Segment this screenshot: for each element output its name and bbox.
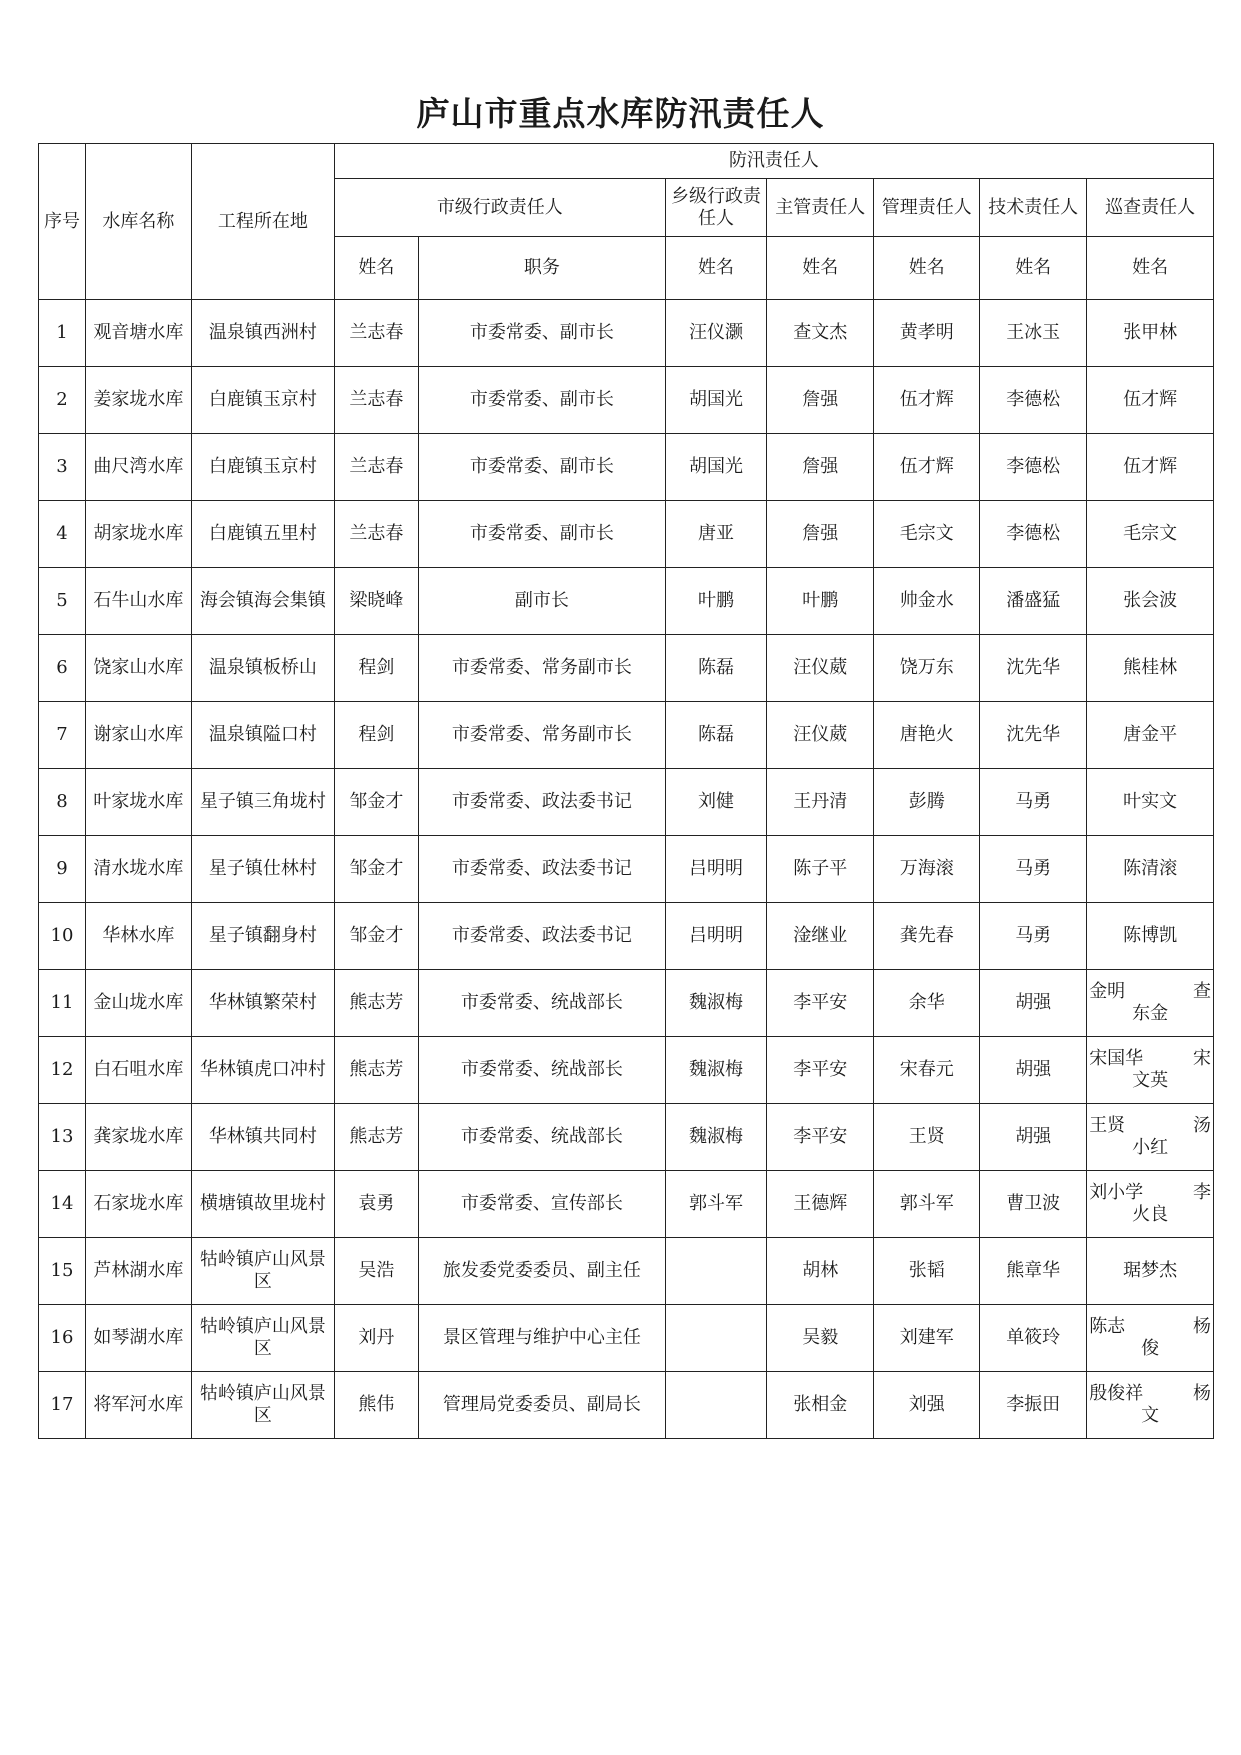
table-row (39, 300, 1214, 367)
header-location: 工程所在地 (191, 144, 334, 300)
document-title: 庐山市重点水库防汛责任人 (416, 94, 825, 133)
cell-patrol (1087, 1104, 1214, 1171)
patrol-line-1 (1089, 1383, 1211, 1405)
cell-patrol (1087, 1171, 1214, 1238)
table-row (39, 1238, 1214, 1305)
cell-patrol (1087, 1305, 1214, 1372)
cell-patrol: 张会波 (1087, 568, 1214, 635)
cell-seq: 5 (39, 568, 86, 635)
cell-manager: 伍才辉 (874, 434, 980, 501)
table-row (39, 970, 1214, 1037)
table-row (39, 434, 1214, 501)
cell-reservoir: 芦林湖水库 (85, 1238, 191, 1305)
cell-supervisor: 王德辉 (767, 1171, 874, 1238)
cell-manager: 郭斗军 (874, 1171, 980, 1238)
header-patrol-name: 姓名 (1087, 237, 1214, 300)
patrol-name-b-end: 文 (1141, 1405, 1160, 1426)
cell-reservoir: 清水垅水库 (85, 836, 191, 903)
table-row (39, 903, 1214, 970)
patrol-line-1 (1089, 1115, 1211, 1137)
cell-city-name: 邹金才 (334, 769, 418, 836)
cell-manager: 王贤 (874, 1104, 980, 1171)
cell-town-name (665, 1238, 767, 1305)
cell-technical: 马勇 (980, 836, 1087, 903)
cell-seq: 12 (39, 1037, 86, 1104)
cell-manager: 饶万东 (874, 635, 980, 702)
cell-manager: 刘建军 (874, 1305, 980, 1372)
cell-seq: 3 (39, 434, 86, 501)
patrol-name-a: 陈志 (1089, 1316, 1126, 1337)
cell-town-name: 汪仪灏 (665, 300, 767, 367)
cell-city-name: 兰志春 (334, 434, 418, 501)
cell-seq: 16 (39, 1305, 86, 1372)
cell-seq: 11 (39, 970, 86, 1037)
cell-city-name: 熊志芳 (334, 970, 418, 1037)
patrol-line-1 (1089, 1316, 1211, 1338)
cell-manager: 伍才辉 (874, 367, 980, 434)
cell-reservoir: 白石咀水库 (85, 1037, 191, 1104)
cell-supervisor: 张相金 (767, 1372, 874, 1439)
cell-technical: 潘盛猛 (980, 568, 1087, 635)
table-row (39, 1171, 1214, 1238)
cell-manager: 唐艳火 (874, 702, 980, 769)
patrol-name-a: 刘小学 (1089, 1182, 1144, 1203)
cell-patrol: 张甲林 (1087, 300, 1214, 367)
cell-supervisor: 淦继业 (767, 903, 874, 970)
cell-town-name: 唐亚 (665, 501, 767, 568)
cell-city-name: 程剑 (334, 702, 418, 769)
patrol-name-a: 王贤 (1089, 1115, 1126, 1136)
cell-technical: 李德松 (980, 367, 1087, 434)
cell-technical: 王冰玉 (980, 300, 1087, 367)
cell-position: 市委常委、统战部长 (418, 1104, 665, 1171)
cell-town-name: 魏淑梅 (665, 970, 767, 1037)
cell-location: 海会镇海会集镇 (191, 568, 334, 635)
cell-patrol (1087, 1037, 1214, 1104)
cell-patrol: 唐金平 (1087, 702, 1214, 769)
table-row (39, 1104, 1214, 1171)
table-body (39, 300, 1214, 1439)
cell-position: 市委常委、副市长 (418, 434, 665, 501)
cell-reservoir: 叶家垅水库 (85, 769, 191, 836)
cell-supervisor: 汪仪葳 (767, 702, 874, 769)
table-row (39, 568, 1214, 635)
cell-manager: 余华 (874, 970, 980, 1037)
cell-patrol: 陈清滚 (1087, 836, 1214, 903)
cell-reservoir: 石牛山水库 (85, 568, 191, 635)
cell-town-name: 魏淑梅 (665, 1037, 767, 1104)
cell-supervisor: 陈子平 (767, 836, 874, 903)
cell-patrol: 毛宗文 (1087, 501, 1214, 568)
cell-seq: 1 (39, 300, 86, 367)
cell-patrol: 琚梦杰 (1087, 1238, 1214, 1305)
header-manager: 管理责任人 (874, 179, 980, 237)
header-supervisor: 主管责任人 (767, 179, 874, 237)
cell-city-name: 兰志春 (334, 367, 418, 434)
cell-reservoir: 将军河水库 (85, 1372, 191, 1439)
table-row (39, 367, 1214, 434)
cell-city-name: 吴浩 (334, 1238, 418, 1305)
cell-supervisor: 李平安 (767, 970, 874, 1037)
cell-supervisor: 李平安 (767, 1104, 874, 1171)
patrol-name-b-start: 杨 (1193, 1383, 1211, 1404)
cell-technical: 马勇 (980, 903, 1087, 970)
header-patrol: 巡查责任人 (1087, 179, 1214, 237)
cell-town-name: 陈磊 (665, 702, 767, 769)
cell-town-name (665, 1372, 767, 1439)
cell-position: 市委常委、统战部长 (418, 1037, 665, 1104)
cell-location: 横塘镇故里垅村 (191, 1171, 334, 1238)
table-row (39, 702, 1214, 769)
cell-position: 市委常委、副市长 (418, 300, 665, 367)
cell-reservoir: 如琴湖水库 (85, 1305, 191, 1372)
cell-location: 白鹿镇五里村 (191, 501, 334, 568)
table-row (39, 769, 1214, 836)
patrol-line-1 (1089, 1182, 1211, 1204)
cell-position: 副市长 (418, 568, 665, 635)
cell-seq: 17 (39, 1372, 86, 1439)
cell-location: 牯岭镇庐山风景区 (191, 1238, 334, 1305)
cell-position: 市委常委、副市长 (418, 367, 665, 434)
cell-reservoir: 观音塘水库 (85, 300, 191, 367)
cell-seq: 14 (39, 1171, 86, 1238)
cell-location: 华林镇虎口冲村 (191, 1037, 334, 1104)
table-row (39, 836, 1214, 903)
cell-town-name: 魏淑梅 (665, 1104, 767, 1171)
cell-seq: 15 (39, 1238, 86, 1305)
patrol-name-b-end: 东金 (1132, 1003, 1169, 1024)
cell-manager: 黄孝明 (874, 300, 980, 367)
cell-city-name: 兰志春 (334, 300, 418, 367)
patrol-name-b-start: 宋 (1193, 1048, 1211, 1069)
patrol-name-a: 殷俊祥 (1089, 1383, 1144, 1404)
patrol-name-a: 金明 (1089, 981, 1126, 1002)
cell-manager: 龚先春 (874, 903, 980, 970)
cell-technical: 沈先华 (980, 702, 1087, 769)
cell-reservoir: 谢家山水库 (85, 702, 191, 769)
patrol-line-1 (1089, 981, 1211, 1003)
cell-position: 管理局党委委员、副局长 (418, 1372, 665, 1439)
cell-location: 牯岭镇庐山风景区 (191, 1305, 334, 1372)
cell-city-name: 程剑 (334, 635, 418, 702)
cell-reservoir: 华林水库 (85, 903, 191, 970)
cell-supervisor: 王丹清 (767, 769, 874, 836)
cell-patrol (1087, 970, 1214, 1037)
patrol-line-1 (1089, 1048, 1211, 1070)
cell-technical: 沈先华 (980, 635, 1087, 702)
cell-supervisor: 吴毅 (767, 1305, 874, 1372)
cell-location: 温泉镇西洲村 (191, 300, 334, 367)
cell-technical: 李德松 (980, 501, 1087, 568)
cell-manager: 毛宗文 (874, 501, 980, 568)
cell-seq: 8 (39, 769, 86, 836)
cell-manager: 帅金水 (874, 568, 980, 635)
header-reservoir: 水库名称 (85, 144, 191, 300)
cell-location: 牯岭镇庐山风景区 (191, 1372, 334, 1439)
cell-town-name: 刘健 (665, 769, 767, 836)
header-technical-name: 姓名 (980, 237, 1087, 300)
cell-patrol: 叶实文 (1087, 769, 1214, 836)
cell-position: 市委常委、统战部长 (418, 970, 665, 1037)
cell-technical: 李振田 (980, 1372, 1087, 1439)
table-row (39, 635, 1214, 702)
cell-town-name: 胡国光 (665, 367, 767, 434)
cell-technical: 胡强 (980, 1104, 1087, 1171)
cell-seq: 4 (39, 501, 86, 568)
cell-city-name: 刘丹 (334, 1305, 418, 1372)
cell-location: 白鹿镇玉京村 (191, 434, 334, 501)
cell-manager: 刘强 (874, 1372, 980, 1439)
cell-seq: 13 (39, 1104, 86, 1171)
reservoir-duty-table (38, 143, 1214, 1439)
cell-technical: 熊章华 (980, 1238, 1087, 1305)
cell-technical: 马勇 (980, 769, 1087, 836)
cell-position: 市委常委、常务副市长 (418, 635, 665, 702)
table-row (39, 1372, 1214, 1439)
cell-city-name: 梁晓峰 (334, 568, 418, 635)
cell-location: 星子镇仕林村 (191, 836, 334, 903)
patrol-name-b-end: 文英 (1132, 1070, 1169, 1091)
cell-city-name: 袁勇 (334, 1171, 418, 1238)
cell-reservoir: 龚家垅水库 (85, 1104, 191, 1171)
cell-supervisor: 詹强 (767, 434, 874, 501)
cell-reservoir: 饶家山水库 (85, 635, 191, 702)
cell-city-name: 熊伟 (334, 1372, 418, 1439)
header-flood-duty: 防汛责任人 (334, 144, 1213, 179)
header-town-admin: 乡级行政责任人 (665, 179, 767, 237)
cell-city-name: 熊志芳 (334, 1037, 418, 1104)
table-row (39, 501, 1214, 568)
cell-position: 市委常委、政法委书记 (418, 769, 665, 836)
cell-patrol: 陈博凯 (1087, 903, 1214, 970)
header-town-name: 姓名 (665, 237, 767, 300)
cell-town-name: 胡国光 (665, 434, 767, 501)
cell-town-name: 叶鹏 (665, 568, 767, 635)
cell-supervisor: 詹强 (767, 367, 874, 434)
patrol-name-b-start: 杨 (1193, 1316, 1211, 1337)
cell-supervisor: 查文杰 (767, 300, 874, 367)
cell-patrol (1087, 1372, 1214, 1439)
cell-position: 市委常委、宣传部长 (418, 1171, 665, 1238)
cell-position: 市委常委、常务副市长 (418, 702, 665, 769)
header-position: 职务 (418, 237, 665, 300)
cell-position: 景区管理与维护中心主任 (418, 1305, 665, 1372)
cell-town-name: 吕明明 (665, 836, 767, 903)
cell-technical: 胡强 (980, 970, 1087, 1037)
table-row (39, 1305, 1214, 1372)
header-supervisor-name: 姓名 (767, 237, 874, 300)
patrol-name-b-start: 李 (1193, 1182, 1211, 1203)
cell-supervisor: 胡林 (767, 1238, 874, 1305)
cell-technical: 单筱玲 (980, 1305, 1087, 1372)
header-city-admin: 市级行政责任人 (334, 179, 665, 237)
cell-city-name: 兰志春 (334, 501, 418, 568)
header-manager-name: 姓名 (874, 237, 980, 300)
cell-location: 星子镇翻身村 (191, 903, 334, 970)
cell-seq: 7 (39, 702, 86, 769)
cell-manager: 宋春元 (874, 1037, 980, 1104)
cell-seq: 10 (39, 903, 86, 970)
cell-manager: 彭腾 (874, 769, 980, 836)
cell-seq: 9 (39, 836, 86, 903)
cell-position: 市委常委、政法委书记 (418, 903, 665, 970)
cell-patrol: 伍才辉 (1087, 434, 1214, 501)
cell-position: 市委常委、副市长 (418, 501, 665, 568)
cell-reservoir: 石家垅水库 (85, 1171, 191, 1238)
cell-location: 温泉镇板桥山 (191, 635, 334, 702)
cell-position: 旅发委党委委员、副主任 (418, 1238, 665, 1305)
table-row (39, 1037, 1214, 1104)
cell-technical: 李德松 (980, 434, 1087, 501)
patrol-name-b-end: 火良 (1132, 1204, 1169, 1225)
cell-technical: 胡强 (980, 1037, 1087, 1104)
patrol-name-b-start: 汤 (1193, 1115, 1211, 1136)
patrol-name-a: 宋国华 (1089, 1048, 1144, 1069)
header-row-1 (39, 144, 1214, 179)
cell-seq: 6 (39, 635, 86, 702)
cell-reservoir: 胡家垅水库 (85, 501, 191, 568)
cell-technical: 曹卫波 (980, 1171, 1087, 1238)
cell-seq: 2 (39, 367, 86, 434)
patrol-name-b-start: 查 (1193, 981, 1211, 1002)
patrol-name-b-end: 小红 (1132, 1137, 1169, 1158)
cell-supervisor: 詹强 (767, 501, 874, 568)
cell-city-name: 熊志芳 (334, 1104, 418, 1171)
cell-manager: 万海滚 (874, 836, 980, 903)
cell-reservoir: 金山垅水库 (85, 970, 191, 1037)
cell-town-name: 陈磊 (665, 635, 767, 702)
cell-supervisor: 叶鹏 (767, 568, 874, 635)
cell-reservoir: 曲尺湾水库 (85, 434, 191, 501)
cell-patrol: 熊桂林 (1087, 635, 1214, 702)
cell-city-name: 邹金才 (334, 836, 418, 903)
cell-supervisor: 李平安 (767, 1037, 874, 1104)
cell-city-name: 邹金才 (334, 903, 418, 970)
cell-manager: 张韬 (874, 1238, 980, 1305)
cell-town-name: 郭斗军 (665, 1171, 767, 1238)
cell-supervisor: 汪仪葳 (767, 635, 874, 702)
cell-location: 华林镇共同村 (191, 1104, 334, 1171)
cell-town-name (665, 1305, 767, 1372)
cell-reservoir: 姜家垅水库 (85, 367, 191, 434)
cell-town-name: 吕明明 (665, 903, 767, 970)
header-city-name: 姓名 (334, 237, 418, 300)
cell-patrol: 伍才辉 (1087, 367, 1214, 434)
cell-location: 白鹿镇玉京村 (191, 367, 334, 434)
cell-location: 温泉镇隘口村 (191, 702, 334, 769)
header-technical: 技术责任人 (980, 179, 1087, 237)
header-seq: 序号 (39, 144, 86, 300)
patrol-name-b-end: 俊 (1141, 1338, 1160, 1359)
cell-location: 星子镇三角垅村 (191, 769, 334, 836)
cell-location: 华林镇繁荣村 (191, 970, 334, 1037)
cell-position: 市委常委、政法委书记 (418, 836, 665, 903)
